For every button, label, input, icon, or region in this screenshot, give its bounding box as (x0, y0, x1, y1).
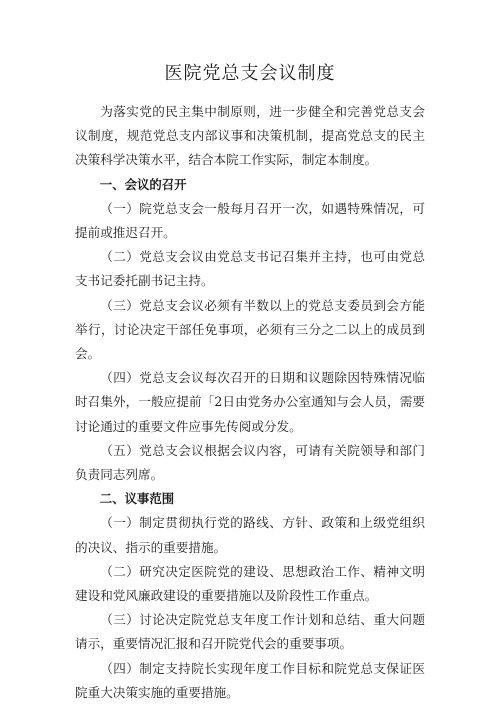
document-title: 医院党总支会议制度 (164, 63, 336, 84)
section2-item-2: （二）研究决定医院党的建设、思想政治工作、精神文明建设和党风廉政建设的重要措施以及阶段性工作重点。 (75, 563, 425, 604)
intro-paragraph: 为落实党的民主集中制原则，进一步健全和完善党总支会议制度，规范党总支内部议事和决策机制，提高党总支的民主决策科学决策水平，结合本院工作实际，制定本制度。 (75, 104, 425, 168)
section-heading-meeting-convening: 一、会议的召开 (99, 176, 187, 192)
section1-item-5: （五）党总支会议根据会议内容，可请有关院领导和部门负责同志列席。 (75, 442, 425, 483)
section1-item-3: （三）党总支会议必须有半数以上的党总支委员到会方能举行，讨论决定干部任免事项，必须有三分之二以上的成员到会。 (75, 297, 425, 362)
section-heading-scope: 二、议事范围 (99, 491, 175, 507)
section1-item-1: （一）院党总支会一般每月召开一次，如遇特殊情况，可提前或推迟召开。 (75, 200, 425, 241)
section2-item-3: （三）讨论决定院党总支年度工作计划和总结、重大问题请示，重要情况汇报和召开院党代会的重要事项。 (75, 612, 425, 652)
section1-item-4: （四）党总支会议每次召开的日期和议题除因特殊情况临时召集外，一般应提前「2日由党务办公室通知与会人员，需要讨论通过的重要文件应事先传阅或分发。 (75, 370, 425, 434)
section2-item-4: （四）制定支持院长实现年度工作目标和院党总支保证医院重大决策实施的重要措施。 (75, 660, 425, 700)
document-body (75, 100, 425, 705)
section2-item-1: （一）制定贯彻执行党的路线、方针、政策和上级党组织的决议、指示的重要措施。 (75, 515, 425, 555)
section1-item-2: （二）党总支会议由党总支书记召集并主持，也可由党总支书记委托副书记主持。 (75, 249, 425, 289)
